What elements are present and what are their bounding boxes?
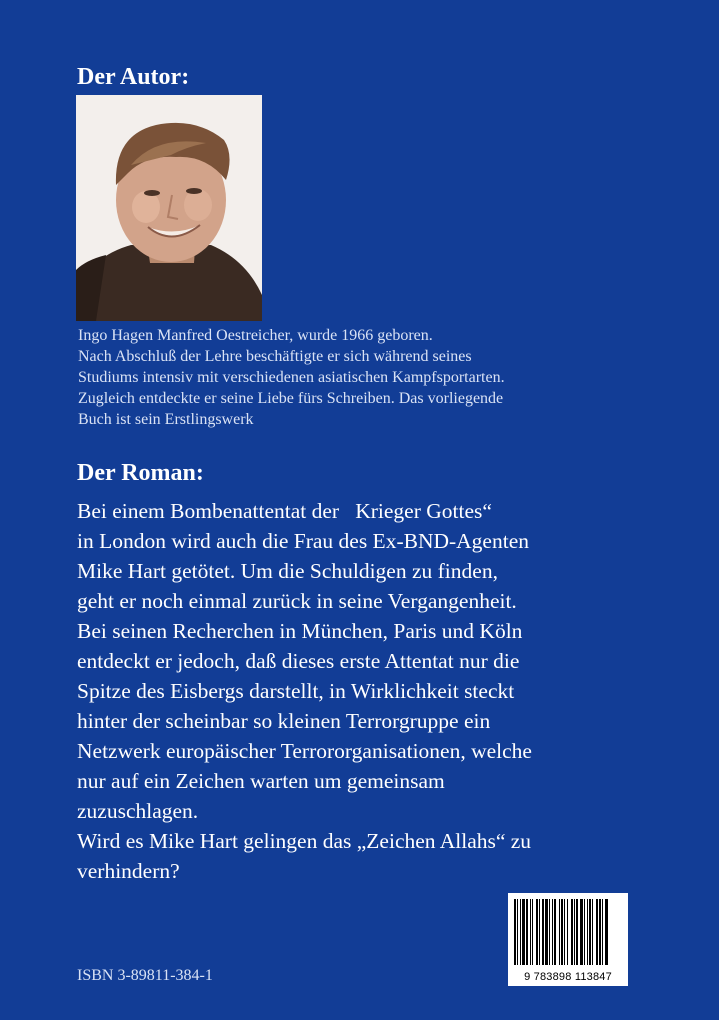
novel-line: geht er noch einmal zurück in seine Vergangenheit. (77, 589, 517, 613)
novel-line: zuzuschlagen. (77, 799, 199, 823)
barcode-bar (599, 899, 601, 965)
barcode-bar (596, 899, 598, 965)
bio-line: Studiums intensiv mit verschiedenen asiatischen Kampfsportarten. (78, 369, 505, 386)
barcode-bar (554, 899, 556, 965)
barcode-bar (605, 899, 608, 965)
novel-line: verhindern? (77, 859, 180, 883)
novel-line: nur auf ein Zeichen warten um gemeinsam (77, 769, 445, 793)
barcode-bar (574, 899, 575, 965)
barcode-bar (545, 899, 548, 965)
novel-line: Netzwerk europäischer Terrororganisationen, welche (77, 739, 532, 763)
barcode-bar (552, 899, 553, 965)
barcode-bar (536, 899, 538, 965)
barcode-bar (567, 899, 568, 965)
barcode-bar (530, 899, 531, 965)
novel-line: Bei einem Bombenattentat der Krieger Gottes“ (77, 499, 492, 523)
novel-line: entdeckt er jedoch, daß dieses erste Attentat nur die (77, 649, 520, 673)
barcode (508, 893, 628, 986)
novel-description (77, 496, 677, 886)
barcode-bar (517, 899, 518, 965)
barcode-bar (602, 899, 603, 965)
barcode-bar (589, 899, 591, 965)
barcode-bar (542, 899, 544, 965)
barcode-bar (514, 899, 516, 965)
author-portrait-image (76, 95, 262, 321)
barcode-bar (576, 899, 578, 965)
bio-line: Zugleich entdeckte er seine Liebe fürs Schreiben. Das vorliegende (78, 390, 504, 407)
author-photo (76, 95, 262, 321)
barcode-bar (564, 899, 565, 965)
author-heading: Der Autor: (77, 64, 190, 90)
novel-line: hinter der scheinbar so kleinen Terrorgruppe ein (77, 709, 491, 733)
barcode-bar (532, 899, 533, 965)
novel-heading: Der Roman: (77, 460, 204, 486)
barcode-bar (520, 899, 521, 965)
barcode-bar (592, 899, 593, 965)
barcode-bar (539, 899, 540, 965)
barcode-bar (561, 899, 563, 965)
novel-line: Bei seinen Recherchen in München, Paris und Köln (77, 619, 523, 643)
barcode-digits: 9 783898 113847 (524, 971, 612, 983)
barcode-bar (559, 899, 560, 965)
barcode-bar (587, 899, 588, 965)
novel-line: in London wird auch die Frau des Ex-BND-Agenten (77, 529, 529, 553)
bio-line: Nach Abschluß der Lehre beschäftigte er sich während seines (78, 348, 472, 365)
novel-line: Mike Hart getötet. Um die Schuldigen zu finden, (77, 559, 498, 583)
novel-line: Wird es Mike Hart gelingen das „Zeichen Allahs“ zu (77, 829, 532, 853)
barcode-bar (571, 899, 573, 965)
barcode-bar (584, 899, 585, 965)
isbn-number: ISBN 3-89811-384-1 (77, 967, 213, 984)
barcode-bar (526, 899, 528, 965)
barcode-bars (508, 893, 628, 971)
bio-line: Buch ist sein Erstlingswerk (78, 411, 254, 428)
novel-line: Spitze des Eisbergs darstellt, in Wirklichkeit steckt (77, 679, 515, 703)
barcode-bar (580, 899, 583, 965)
barcode-bar (522, 899, 525, 965)
author-bio (78, 325, 678, 430)
bio-line: Ingo Hagen Manfred Oestreicher, wurde 1966 geboren. (78, 327, 433, 344)
barcode-bar (549, 899, 550, 965)
